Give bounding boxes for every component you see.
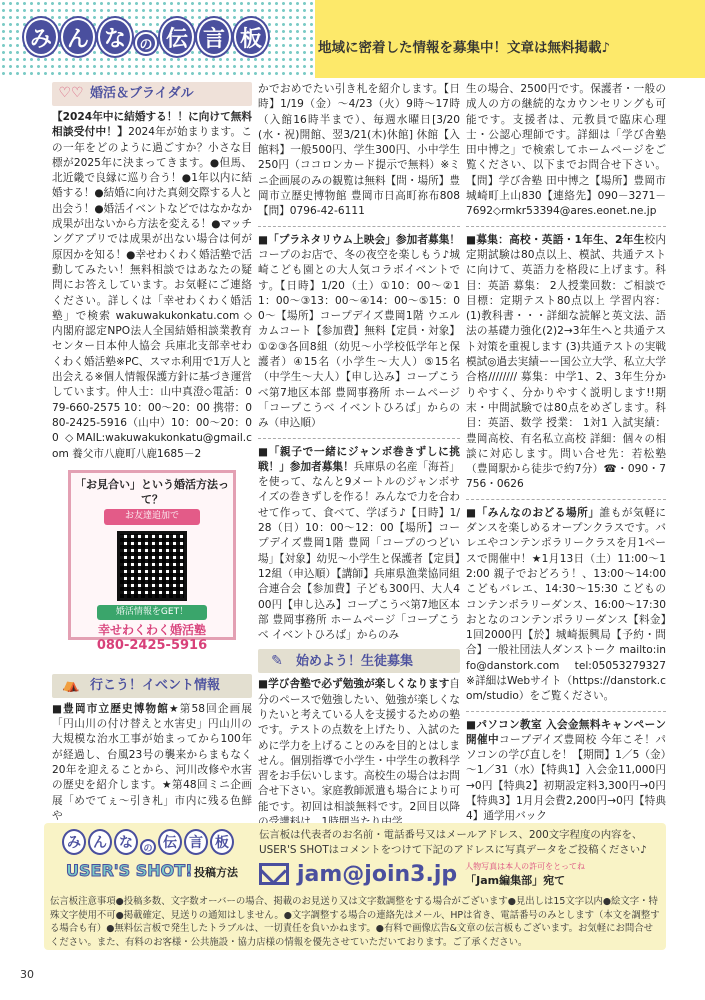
title-char: 伝	[160, 18, 194, 56]
pc-item	[466, 718, 666, 825]
column-2	[258, 82, 460, 834]
ad-get-label: 婚活情報をGET！	[97, 605, 207, 620]
gakushu-item	[258, 677, 460, 830]
item-title: ■「親子で一緒にジャンボ巻きずしに挑戦！」参加者募集！	[258, 445, 460, 473]
logo-char: 伝	[158, 829, 182, 855]
item-title: ■学び舎塾で必ず勉強が楽しくなります	[258, 678, 450, 691]
item-body: 自分のペースで勉強したい、勉強が楽しくなりたいと考えている人を支援するための塾です。テストの点数を上げたり、入試のために学力を上げることのみを目的とはしません。個別指導で小学生・中学生の教科学習をお手伝いします。高校生の場合はお問合せ下さい。家庭教師派遣も場合により可能です。初回は相談無料です。2回目以降	[258, 678, 460, 813]
submission-description: 伝言板は代表者のお名前・電話番号又はメールアドレス、200文字程度の内容を、USER'S SHOTはコメントをつけて下記のアドレスに写真データをご投稿ください♪	[259, 829, 647, 856]
ad-phone: 080-2425-5916	[96, 638, 208, 654]
divider	[466, 711, 666, 712]
section-title: 始めよう！生徒募集	[296, 653, 414, 669]
item-title: ■「プラネタリウム上映会」参加者募集！	[258, 233, 460, 246]
title-char: 板	[234, 18, 268, 56]
board-title	[24, 18, 268, 56]
title-char: 言	[197, 18, 231, 56]
divider	[466, 499, 666, 500]
section-title: 行こう！イベント情報	[90, 678, 221, 694]
ad-name: 幸せわくわく婚活塾	[97, 623, 206, 638]
header-tagline: 地域に密着した情報を募集中！文章は無料掲載♪	[318, 40, 611, 56]
logo-char: み	[62, 829, 86, 855]
section-heading-student	[258, 649, 460, 673]
item-title: ■豊岡市立歴史博物館	[52, 702, 170, 715]
user-shot-logo: USER'S SHOT!	[66, 861, 193, 880]
planetarium-item	[258, 233, 460, 432]
tent-icon: ⛺	[62, 677, 80, 694]
title-char: な	[98, 18, 132, 56]
item-title: 【2024年中に結婚する！！に向けて無料相談受付中！】	[52, 111, 252, 139]
juku-item	[466, 233, 666, 493]
mail-icon	[259, 863, 289, 885]
mail-destination: 「Jam編集部」宛て	[465, 873, 566, 887]
divider	[466, 226, 666, 227]
section-heading-event	[52, 674, 252, 698]
email-address-link[interactable]: jam@join3.jp	[297, 861, 458, 887]
item-title: ■募集：高校・英語・1年生、2年生	[466, 233, 645, 246]
footer-logo	[62, 829, 234, 855]
logo-char: の	[140, 839, 156, 855]
photo-permission-note: 人物写真は本人の許可をとってね	[465, 861, 585, 871]
divider	[258, 438, 460, 439]
item-body: 2024年が始まります。この一年をどのように過ごすか？小さな目標が2025年に決まってきます。●但馬、北近畿で良縁に巡り合う！●1年以内に結婚する！●結婚に向けた真剣交際する人と出会う！●婚活イベントなどではなかなか成果が出ないから方法を変える！●マッチングアプリでは成果が出ない場合は何が原因かを知る！●幸せわくわく婚活塾で活動してみたい！無料相談ではあなたの疑問にお答えしています。お気軽にご連絡ください。詳しくは「幸せわくわく婚活塾」で検索 wakuwakukonkatu.com ◇内閣府認定NPO法人全国結婚相談業教育センター日本仲人協会 兵庫北支部幸せわくわく婚活塾※PC、スマホ利用で1万人と出会える※個人情報保護方針に基づき運営しています。仲人士：山中真澄◇電話：079-660-2575 10：00～20：00 携帯：080-2425-5916（山中）10：00～20：00 ◇MAIL:wakuwakukonkatu@gmail.com 養父市八鹿町八鹿1685－2	[52, 126, 252, 460]
logo-char: な	[114, 829, 138, 855]
logo-char: ん	[88, 829, 112, 855]
konkatsu-item	[52, 110, 252, 462]
item-body: コープデイズ豊岡校 今年こそ！パソコンの学び直しを！【期間】1／5（金）～1／31（水）【特典1】入会金11,000円→0円【特典2】初期設定料3,300円→0円【特典3】1月月会費2,200円→0円【特典4】通学用バック	[466, 733, 666, 823]
section-title: 婚活＆ブライダル	[90, 86, 194, 102]
hearts-icon: ♡♡	[58, 85, 84, 102]
title-char: の	[135, 32, 157, 54]
ad-headline: 「お見合い」という婚活方法って？	[75, 477, 229, 507]
pencil-icon: ✎	[271, 652, 283, 669]
qr-code-icon[interactable]	[117, 531, 187, 601]
event-item	[52, 702, 252, 824]
item-body: 誰もが気軽にダンスを楽しめるオープンクラスです。バレエやコンテンポラリークラスを月1ペースで開催中！★1月13日（土）11:00～12:00 親子でおどろう！、13:00～14:00 こどもバレエ、14:30～15:30 こどものコンテンポラリーダンス、16:00～17:30 おとなのコンテンポラリーダンス【料金】1回2000円【於】城崎振興局【予約・問合】一般社団法人ダンストーク mailto:info@danstork.com tel:05053279327 ※詳細はWebサイト（https://danstork.com/studio）をご覧ください。	[466, 506, 667, 703]
item-title: ■「みんなのおどる場所」	[466, 506, 600, 519]
logo-char: 言	[184, 829, 208, 855]
item-title: ■パソコン教室 入会金無料キャンペーン開催中	[466, 718, 666, 746]
mail-dest-block	[465, 861, 585, 888]
column-3	[466, 82, 666, 829]
item-body: 兵庫県の名産「海苔」を使って、なんと9メートルのジャンボサイズの巻きずしを作る！みんなで力を合わせて作って、食べて、学ぼう♪【日時】1/28（日）10：00～12：00【場所】コープデイズ豊岡1階 豊岡「コープのつどい場」【対象】幼児～小学生と保護者【定員】12組（申込順）【講師】兵庫県漁業協同組合連合会【参加費】子ども300円、大人400円【申し込み】コープこうべ第7地区本部 豊岡事務所 ホームページ「コープこうべ イベントひろば」からのみ	[258, 460, 460, 642]
column-1	[52, 82, 252, 828]
section-heading-konkatsu	[52, 82, 252, 106]
event-item-cont: かでおめでたい引き札を紹介します。【日時】1/19（金）～4/23（火）9時～17時（入館16時半まで）、毎週水曜日[3/20(水・祝)開館、翌3/21(木)休館] 休館【入館料】一般500円、学生300円、小中学生250円（ココロンカード提示で無料）※ミニ企画展のみの観覧は無料【問・場所】豊岡市立歴史博物館 豊岡市日高町祢布808【問】0796-42-6111	[258, 83, 460, 218]
dance-item	[466, 506, 666, 705]
sushi-item	[258, 445, 460, 644]
item-body: コープのお店で、冬の夜空を楽しもう♪城崎こども園との大人気コラボイベントです。【日時】1/20（土）①10：00～②11：00～③13：00～④14：00～⑤15：00～【場所】コープデイズ豊岡1階 ウエルカムコート【参加費】無料【定員・対象】①②③各回8組（幼児～小学校低学年と保護者）④15名（小学生～大人）⑤15名（中学生～大人）【申し込み】コープこうべ第7地区本部 豊岡事務所 ホームページ「コープこうべ イベントひろば」からのみ（申込順）	[258, 248, 460, 430]
item-body: 校内定期試験は80点以上、模試、共通テストに向けて、英語力を格段に上げます。科目：英語 募集： 2人授業回数：ご相談で目標：定期テスト80点以上 学習内容：(1)教科書・・・詳細な読解と英文法、語法の基礎力強化(2)2→3年生へと共通テスト対策を重視します (3)共通テストの実戦模試◎過去実績ーー国公立大学、私立大学合格//////// 募集：中学1、2、3年生分かりやすく、分かりやすく説明します!!期末・中間試験では80点をめざします。科目：英語、数学 授業： 1対1 入試実績：豊岡高校、有名私立高校 詳細：個々の相談に対応します。問い合せ先：若松塾（豊岡駅から徒歩で約7分）☎・090・7756・0626	[466, 233, 666, 491]
submission-method-label: 投稿方法	[194, 866, 238, 879]
mail-row	[259, 857, 654, 891]
gakushu-item-cont: 生の場合、2500円です。保護者・一般の成人の方の継続的なカウンセリングも可能です。支援者は、元教員で臨床心理士・公認心理師です。詳細は「学び舎塾 田中博之」で検索してホームページをご覧ください、以下までお問合せ下さい。【問】学び舎塾 田中博之【場所】豊岡市城崎町上山830【連絡先】090－3271－7692◇rmkr53394@ares.eonet.ne.jp	[466, 83, 666, 218]
title-char: み	[24, 18, 58, 56]
logo-char: 板	[210, 829, 234, 855]
page-header	[0, 0, 705, 78]
konkatsu-ad	[68, 470, 236, 654]
divider	[258, 226, 460, 227]
submission-notes: 伝言板注意事項●投稿多数、文字数オーバーの場合、掲載のお見送り又は文字数調整をする場合がございます●見出しは15文字以内●絵文字・特殊文字使用不可●掲載確定、見送りの通知はしません。●文字調整する場合の連絡先はメール、HPは省き、電話番号のみとします（本文を調整する場合も有）●無料伝言板で発生したトラブルは、一切責任を負いかねます。●有料で画像広告&文章の伝言板もございます。お気軽にお問合せください。また、有料のお客様・公共施設・協力店様の情報を優先させていただいております。ご了承ください。	[50, 896, 660, 948]
title-char: ん	[61, 18, 95, 56]
page-number: 30	[20, 968, 34, 981]
submission-box	[44, 823, 666, 950]
item-body: ★第58回企画展「円山川の付け替えと水害史」円山川の大規模な治水工事が始まってから100年が経過し、台風23号の襲来からまもなく20年を迎えることから、河川改修や水害の歴史を紹介します。★第48回ミニ企画展「めでてぇ～引き札」市内に残る色鮮や	[52, 702, 253, 822]
ad-badge: お友達追加で	[104, 509, 200, 524]
